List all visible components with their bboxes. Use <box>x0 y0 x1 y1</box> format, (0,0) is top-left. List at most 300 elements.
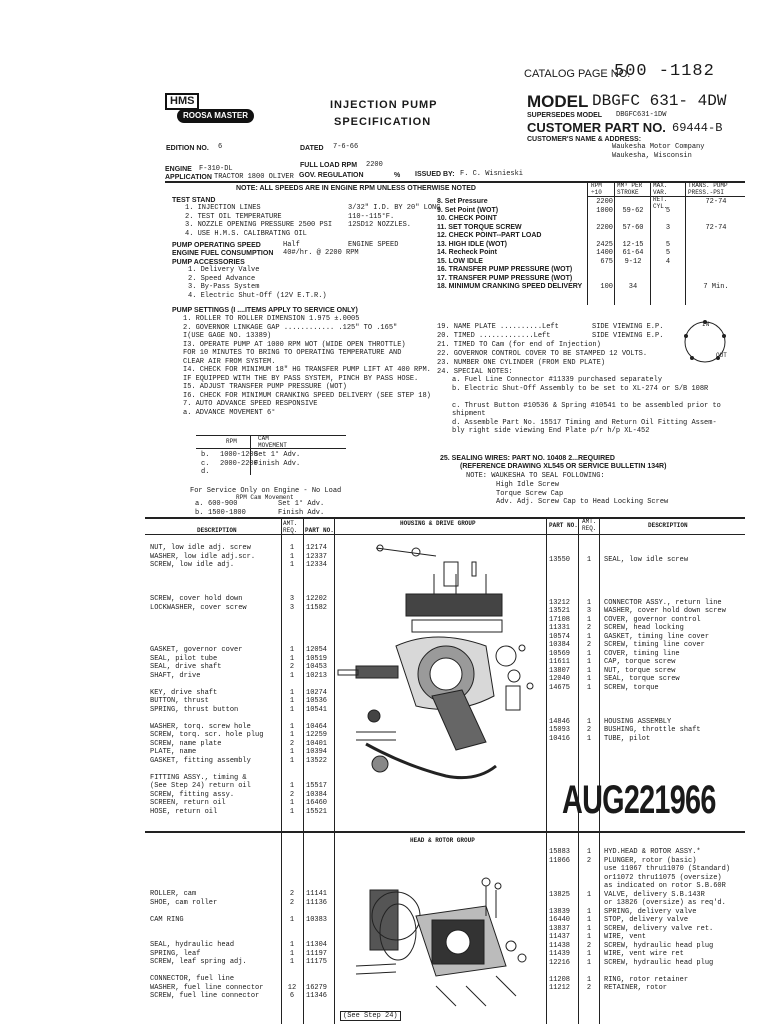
pump-speed-value: Half <box>283 241 300 249</box>
customer-part-number: 69444-B <box>672 121 723 135</box>
part-amount: 1 <box>586 556 592 564</box>
part-number: 11141 <box>306 890 328 898</box>
part-amount: 1 <box>289 697 295 705</box>
part-number <box>549 590 570 599</box>
accessory-item: 1. Delivery Valve <box>188 266 260 274</box>
part-description: BUSHING, throttle shaft <box>604 726 701 734</box>
part-amount: 2 <box>289 790 295 799</box>
received-date-stamp: AUG221966 <box>562 778 716 822</box>
advance-table-rpm <box>220 451 258 477</box>
rotor-parts-left-descriptions <box>150 890 263 1001</box>
special-note: d. Assemble Part No. 15517 Timing and Return Oil Fitting Assem- <box>452 418 717 427</box>
part-description: SPRING, leaf <box>150 949 201 958</box>
engine-label: ENGINE <box>165 166 192 173</box>
part-description: WASHER, fuel line connector <box>150 983 264 992</box>
issued-by-label: ISSUED BY: <box>415 171 455 178</box>
spec-row-mm: 9-12 <box>624 257 642 266</box>
part-amount: 2 <box>289 890 295 898</box>
part-description: BUTTON, thrust <box>150 697 209 705</box>
spec-row-label: 18. MINIMUM CRANKING SPEED DELIVERY <box>437 283 583 290</box>
part-description: RING, rotor retainer <box>604 975 689 984</box>
test-stand-value: 110--115°F. <box>348 212 395 221</box>
title-specification: SPECIFICATION <box>334 116 432 128</box>
part-amount: 1 <box>586 907 592 916</box>
test-stand-value: 3/32" I.D. BY 20" LONG <box>348 204 441 212</box>
part-number: 10384 <box>306 790 328 799</box>
fuel-consumption-value: 40#/hr. @ 2200 RPM <box>283 249 359 257</box>
part-amount: 1 <box>289 688 295 697</box>
number-one-line: 23. NUMBER ONE CYLINDER (FROM END PLATE) <box>437 359 606 367</box>
part-description: NUT, torque screw <box>604 666 676 675</box>
part-description <box>604 582 726 591</box>
part-amount <box>283 680 301 689</box>
spec-row-mm <box>617 275 649 284</box>
spec-row-mm <box>617 215 649 224</box>
part-description: use 11067 thru11070 (Standard) <box>604 865 731 873</box>
engine-value: F-310-DL <box>199 165 233 173</box>
part-amount: 1 <box>289 949 295 958</box>
see-step-24-callout: (See Step 24) <box>340 1011 401 1021</box>
test-stand-value <box>348 230 440 239</box>
governor-cover-line: 22. GOVERNOR CONTROL COVER TO BE STAMPED 12 VOLTS. <box>437 350 648 358</box>
fuel-consumption-label: ENGINE FUEL CONSUMPTION <box>172 250 274 257</box>
part-amount: 1 <box>289 544 295 552</box>
setting-line: 7. AUTO ADVANCE SPEED RESPONSIVE <box>183 400 318 408</box>
service-row-movement: Set 1° Adv. <box>278 500 325 508</box>
part-description: SCREW, hydraulic head plug <box>604 958 714 967</box>
full-load-label: FULL LOAD RPM <box>300 162 358 169</box>
service-row-rpm: 1500-1800 <box>208 508 246 517</box>
parts-col-line <box>303 831 304 1024</box>
part-amount <box>580 573 598 582</box>
part-description: ROLLER, cam <box>150 890 197 898</box>
service-only-line: For Service Only on Engine - No Load <box>190 487 342 495</box>
accessory-item: 4. Electric Shut-Off (12V E.T.R.) <box>188 291 327 300</box>
part-number <box>306 621 327 630</box>
spec-row-psi <box>688 241 744 250</box>
part-number: 11197 <box>306 949 328 958</box>
part-number: 11208 <box>549 975 571 984</box>
part-number <box>306 933 327 942</box>
timed-line: 20. TIMED .............Left <box>437 332 551 340</box>
out-label: OUT <box>716 352 727 359</box>
part-description <box>150 933 263 942</box>
in-label: IN <box>702 321 710 328</box>
special-note <box>452 393 721 402</box>
customer-part-label: CUSTOMER PART NO. <box>527 120 666 135</box>
part-amount <box>580 899 598 908</box>
part-description <box>604 565 726 574</box>
part-number: 12040 <box>549 675 571 683</box>
spec-row-psi-values <box>688 198 744 292</box>
spec-row-mm: 12-15 <box>622 240 644 249</box>
spec-row-psi <box>688 266 744 275</box>
part-amount: 2 <box>586 984 592 992</box>
part-description: VALVE, delivery S.B.143R <box>604 890 705 899</box>
spec-row-psi <box>688 215 744 224</box>
head-rotor-exploded-drawing <box>336 846 544 1022</box>
issued-by-value: F. C. Wisnieski <box>460 170 524 178</box>
housing-parts-left-amounts <box>283 544 301 816</box>
special-note: a. Fuel Line Connector #11339 purchased separately <box>452 376 663 384</box>
part-description: COVER, timing line <box>604 649 680 658</box>
special-note: shipment <box>452 410 486 418</box>
spec-row-psi <box>688 258 744 267</box>
catalog-page-label: CATALOG PAGE NO. <box>524 68 631 80</box>
part-number: 10384 <box>549 641 571 649</box>
parts-col-line <box>599 831 600 1024</box>
part-number: 13550 <box>549 556 571 564</box>
rotor-parts-left-part-numbers <box>306 890 327 1001</box>
spec-row-var <box>652 215 684 224</box>
part-amount <box>580 709 598 718</box>
spec-row-rpm: 2200 <box>596 223 613 232</box>
part-description: WIRE, vent wire ret <box>604 950 684 958</box>
part-amount: 2 <box>586 941 592 950</box>
part-amount <box>580 582 598 591</box>
part-number: 11066 <box>549 856 571 865</box>
application-value: TRACTOR 1800 OLIVER <box>214 173 294 181</box>
test-stand-item: 1. INJECTION LINES <box>185 204 261 212</box>
part-number <box>306 975 327 984</box>
spec-row-rpm-values <box>589 198 613 292</box>
part-amount: 12 <box>287 983 297 992</box>
special-note: b. Electric Shut-Off Assembly to be set to XL-274 or S/B 108R <box>452 384 709 393</box>
part-description: SCREW, name plate <box>150 739 222 748</box>
part-amount <box>580 565 598 574</box>
part-amount: 2 <box>289 898 295 907</box>
part-description: KEY, drive shaft <box>150 688 218 697</box>
spec-row-label: 11. SET TORQUE SCREW <box>437 223 522 231</box>
service-row-key: a. <box>195 500 204 508</box>
part-amount: 1 <box>586 717 592 726</box>
part-number <box>306 578 327 587</box>
part-number: 15883 <box>549 848 571 856</box>
part-number: 12174 <box>306 544 328 552</box>
part-number: 10536 <box>306 697 328 705</box>
spec-row-rpm: 100 <box>600 283 613 291</box>
test-stand-items <box>185 204 332 238</box>
spec-row-mm: 57-60 <box>622 223 644 232</box>
part-number: 17108 <box>549 615 571 624</box>
spec-col-rpm <box>587 181 588 305</box>
part-description: SPRING, delivery valve <box>604 907 697 916</box>
test-stand-item: 4. USE H.M.S. CALIBRATING OIL <box>185 229 307 238</box>
spec-row-var: 5 <box>665 249 671 257</box>
part-number: 11611 <box>549 658 571 666</box>
spec-row-rpm: 1000 <box>596 206 613 215</box>
part-number: 15517 <box>306 782 328 790</box>
advance-row-rpm: 2000-2200 <box>220 459 258 468</box>
head-rotor-group-label: HEAD & ROTOR GROUP <box>410 837 475 844</box>
part-amount <box>283 629 301 638</box>
part-description: SCREW, leaf spring adj. <box>150 958 247 966</box>
service-movement <box>278 500 324 517</box>
part-amount: 1 <box>586 958 592 967</box>
spec-row-label: 17. TRANSFER PUMP PRESSURE (WOT) <box>437 274 573 282</box>
spec-row-label: 9. Set Point (WOT) <box>437 206 499 214</box>
spec-row-var-values <box>652 198 684 292</box>
edition-label: EDITION NO. <box>166 145 209 152</box>
parts-head-description-right: DESCRIPTION <box>648 522 688 529</box>
part-amount <box>283 587 301 596</box>
sealing-item: Adv. Adj. Screw Cap to Head Locking Screw <box>496 498 669 506</box>
sealing-reference: (REFERENCE DRAWING XL545 OR SERVICE BULLETIN 134R) <box>460 463 667 470</box>
housing-parts-right-descriptions <box>604 556 726 743</box>
part-description: STOP, delivery valve <box>604 916 689 924</box>
service-row-rpm: 600-900 <box>208 500 238 508</box>
part-amount: 1 <box>586 683 592 692</box>
gov-regulation-value: % <box>394 172 401 179</box>
part-description: as indicated on rotor S.B.60R <box>604 882 726 890</box>
setting-line: CLEAR AIR FROM SYSTEM. <box>183 357 276 366</box>
advance-row-key: d. <box>201 468 210 476</box>
model-number: DBGFC 631- 4DW <box>592 92 727 110</box>
part-description: PLUNGER, rotor (basic) <box>604 856 697 865</box>
part-amount: 1 <box>586 649 592 658</box>
spec-row-mm <box>617 266 649 275</box>
part-description <box>150 578 263 587</box>
part-amount <box>283 578 301 587</box>
spec-row-var <box>652 266 684 275</box>
parts-head-amt-right: AMT. REQ. <box>582 518 597 532</box>
service-row-key: b. <box>195 508 204 517</box>
part-description: HOSE, return oil <box>150 807 218 816</box>
application-label: APPLICATION <box>165 174 212 181</box>
part-description: WASHER, low idle adj.scr. <box>150 552 256 561</box>
spec-row-mm <box>617 232 649 241</box>
part-amount: 1 <box>586 666 592 675</box>
part-number <box>549 701 570 710</box>
timed-side: SIDE VIEWING E.P. <box>592 332 664 340</box>
setting-line: IF EQUIPPED WITH THE BY PASS SYSTEM, PINCH BY PASS HOSE. <box>183 374 419 383</box>
part-description: GASKET, governor cover <box>150 646 243 654</box>
part-number: 13212 <box>549 598 571 607</box>
housing-drive-group-label: HOUSING & DRIVE GROUP <box>400 520 476 527</box>
advance-row-movement: Set 1° Adv. <box>254 451 301 459</box>
part-number: 14846 <box>549 717 571 726</box>
service-rpm <box>208 500 246 517</box>
part-description: SEAL, low idle screw <box>604 556 689 564</box>
part-amount: 1 <box>586 734 592 743</box>
part-amount <box>580 865 598 874</box>
part-number: 12216 <box>549 958 571 967</box>
part-description: WASHER, cover hold down screw <box>604 607 726 615</box>
pump-speed-label: PUMP OPERATING SPEED <box>172 242 261 249</box>
part-description <box>150 967 263 976</box>
spec-row-label: 13. HIGH IDLE (WOT) <box>437 240 507 248</box>
advance-row-rpm <box>220 468 258 477</box>
rotor-parts-left-amounts <box>283 890 301 1001</box>
housing-parts-right-part-numbers <box>549 556 570 743</box>
part-number: 11212 <box>549 984 571 992</box>
part-number <box>549 582 570 591</box>
part-amount: 3 <box>586 607 592 615</box>
setting-line: I5. ADJUST TRANSFER PUMP PRESSURE (WOT) <box>183 383 347 391</box>
part-amount: 1 <box>289 646 295 654</box>
part-description: SEAL, torque screw <box>604 675 680 683</box>
name-plate-line: 19. NAME PLATE ..........Left <box>437 323 559 331</box>
part-description <box>604 967 730 976</box>
part-amount <box>580 967 598 976</box>
part-number: 10213 <box>306 671 328 680</box>
advance-table-rpm-head: RPM <box>226 438 237 445</box>
part-amount <box>283 621 301 630</box>
part-number <box>549 573 570 582</box>
part-amount <box>283 765 301 774</box>
part-description: WIRE, vent <box>604 933 647 941</box>
spec-row-label: 14. Recheck Point <box>437 249 497 256</box>
part-number <box>306 570 327 579</box>
speeds-note: NOTE: ALL SPEEDS ARE IN ENGINE RPM UNLESS OTHERWISE NOTED <box>236 185 476 192</box>
part-description: NUT, low idle adj. screw <box>150 544 251 552</box>
parts-col-line <box>334 831 335 1024</box>
edition-number: 6 <box>218 143 223 151</box>
part-description: SPRING, thrust button <box>150 705 239 714</box>
part-number <box>549 565 570 574</box>
part-number <box>306 967 327 976</box>
part-number <box>549 865 570 874</box>
part-number: 16460 <box>306 799 328 807</box>
part-amount: 1 <box>289 915 295 924</box>
part-description <box>150 587 263 596</box>
part-amount <box>283 638 301 647</box>
part-amount: 1 <box>289 807 295 816</box>
part-number <box>306 680 327 689</box>
spec-row-label: 8. Set Pressure <box>437 198 488 205</box>
part-amount: 1 <box>586 675 592 683</box>
part-description <box>150 680 263 689</box>
part-amount: 1 <box>289 799 295 807</box>
part-amount <box>283 570 301 579</box>
part-number: 10401 <box>306 739 328 748</box>
name-plate-side: SIDE VIEWING E.P. <box>592 323 664 331</box>
spec-row-psi <box>688 249 744 258</box>
spec-row-mm <box>617 198 649 207</box>
part-amount: 2 <box>586 624 592 632</box>
part-description: SCREW, delivery valve ret. <box>604 924 714 933</box>
sealing-item: Torque Screw Cap <box>496 489 564 498</box>
part-number <box>306 714 327 723</box>
part-description: SCREW, head locking <box>604 624 684 632</box>
spec-row-rpm: 1400 <box>596 249 613 257</box>
special-note: c. Thrust Button #10536 & Spring #10541 to be assembled prior to <box>452 401 721 410</box>
part-number <box>306 774 327 783</box>
advance-row-movement: Finish Adv. <box>254 459 301 468</box>
spec-row-var: 5 <box>665 240 671 249</box>
pump-settings-list <box>183 315 431 417</box>
part-number: 11582 <box>306 603 328 612</box>
part-description <box>150 612 263 621</box>
spec-head-var: MAX. VAR. RET. CYL. <box>653 182 668 210</box>
part-description: HYD.HEAD & ROTOR ASSY.* <box>604 848 701 856</box>
part-description <box>150 907 263 916</box>
part-number: 11331 <box>549 624 571 632</box>
logo-roosa-master-text: ROOSA MASTER <box>177 109 254 123</box>
parts-col-line <box>578 831 579 1024</box>
special-note: bly right side viewing End Plate p/r h/p XL-452 <box>452 427 650 435</box>
part-number: 10574 <box>549 632 571 641</box>
part-number: 11346 <box>306 992 328 1000</box>
spec-row-var: 4 <box>665 257 671 266</box>
part-amount <box>580 874 598 883</box>
part-description: PLATE, name <box>150 748 197 756</box>
part-amount: 1 <box>586 975 592 984</box>
part-number <box>306 612 327 621</box>
rotor-parts-right-amounts <box>580 848 598 993</box>
part-description <box>150 570 263 579</box>
part-description: SCREW, cover hold down <box>150 595 243 603</box>
part-number: 11438 <box>549 941 571 950</box>
housing-parts-left-descriptions <box>150 544 263 816</box>
part-description: SCREW, hydraulic head plug <box>604 941 714 950</box>
dated-label: DATED <box>300 145 324 152</box>
part-amount: 3 <box>289 595 295 603</box>
part-amount: 1 <box>586 933 592 941</box>
catalog-page-number: 500 -1182 <box>614 62 715 81</box>
part-description: SEAL, drive shaft <box>150 663 222 671</box>
part-amount <box>580 692 598 701</box>
test-stand-values <box>348 204 440 238</box>
spec-col-mm <box>614 181 615 305</box>
spec-row-rpm: 2200 <box>596 198 613 206</box>
part-amount: 2 <box>289 663 295 671</box>
setting-line: 1. ROLLER TO ROLLER DIMENSION 1.975 ±.0005 <box>183 315 360 323</box>
accessories-heading: PUMP ACCESSORIES <box>172 259 245 266</box>
test-stand-item: 3. NOZZLE OPENING PRESSURE 2500 PSI <box>185 221 333 229</box>
spec-row-psi <box>688 207 744 216</box>
part-amount: 1 <box>586 890 592 899</box>
pump-settings-heading: PUMP SETTINGS (I ....ITEMS APPLY TO SERVICE ONLY) <box>172 307 358 314</box>
spec-head-rpm: RPM ÷10 <box>591 182 602 196</box>
part-amount: 1 <box>289 654 295 663</box>
part-number: 13837 <box>549 924 571 933</box>
spec-row-var <box>652 232 684 241</box>
part-number <box>549 874 570 883</box>
part-description: TUBE, pilot <box>604 734 651 743</box>
service-row-movement: Finish Adv. <box>278 508 325 517</box>
advance-row-key: b. <box>201 451 210 459</box>
parts-head-amt-left: AMT. REQ. <box>283 520 298 534</box>
spec-row-rpm <box>589 232 613 241</box>
parts-col-line <box>281 831 282 1024</box>
title-injection-pump: INJECTION PUMP <box>330 99 438 111</box>
service-keys <box>195 500 203 517</box>
advance-table-head-rule <box>196 448 346 449</box>
part-number: 12259 <box>306 731 328 739</box>
sealing-item: High Idle Screw <box>496 481 560 489</box>
part-amount <box>283 933 301 942</box>
spec-row-psi: 72-74 <box>705 223 727 232</box>
logo-hms-text: HMS <box>165 93 199 110</box>
special-notes-heading: 24. SPECIAL NOTES: <box>437 368 513 376</box>
part-description <box>604 590 726 599</box>
part-number: 11437 <box>549 933 571 941</box>
part-number: 11304 <box>306 941 328 949</box>
part-description: or 13826 (oversize) as req'd. <box>604 899 726 907</box>
part-amount: 1 <box>289 748 295 756</box>
setting-line: FOR 10 MINUTES TO BRING TO OPERATING TEMPERATURE AND <box>183 349 402 357</box>
accessories-list <box>188 266 327 300</box>
accessory-item: 2. Speed Advance <box>188 274 256 283</box>
parts-col-line <box>334 517 335 831</box>
part-amount: 1 <box>289 731 295 739</box>
spec-row-rpm <box>589 215 613 224</box>
part-number <box>549 967 570 976</box>
housing-parts-right-amounts <box>580 556 598 743</box>
part-amount: 1 <box>586 598 592 607</box>
part-number: 10519 <box>306 654 328 663</box>
